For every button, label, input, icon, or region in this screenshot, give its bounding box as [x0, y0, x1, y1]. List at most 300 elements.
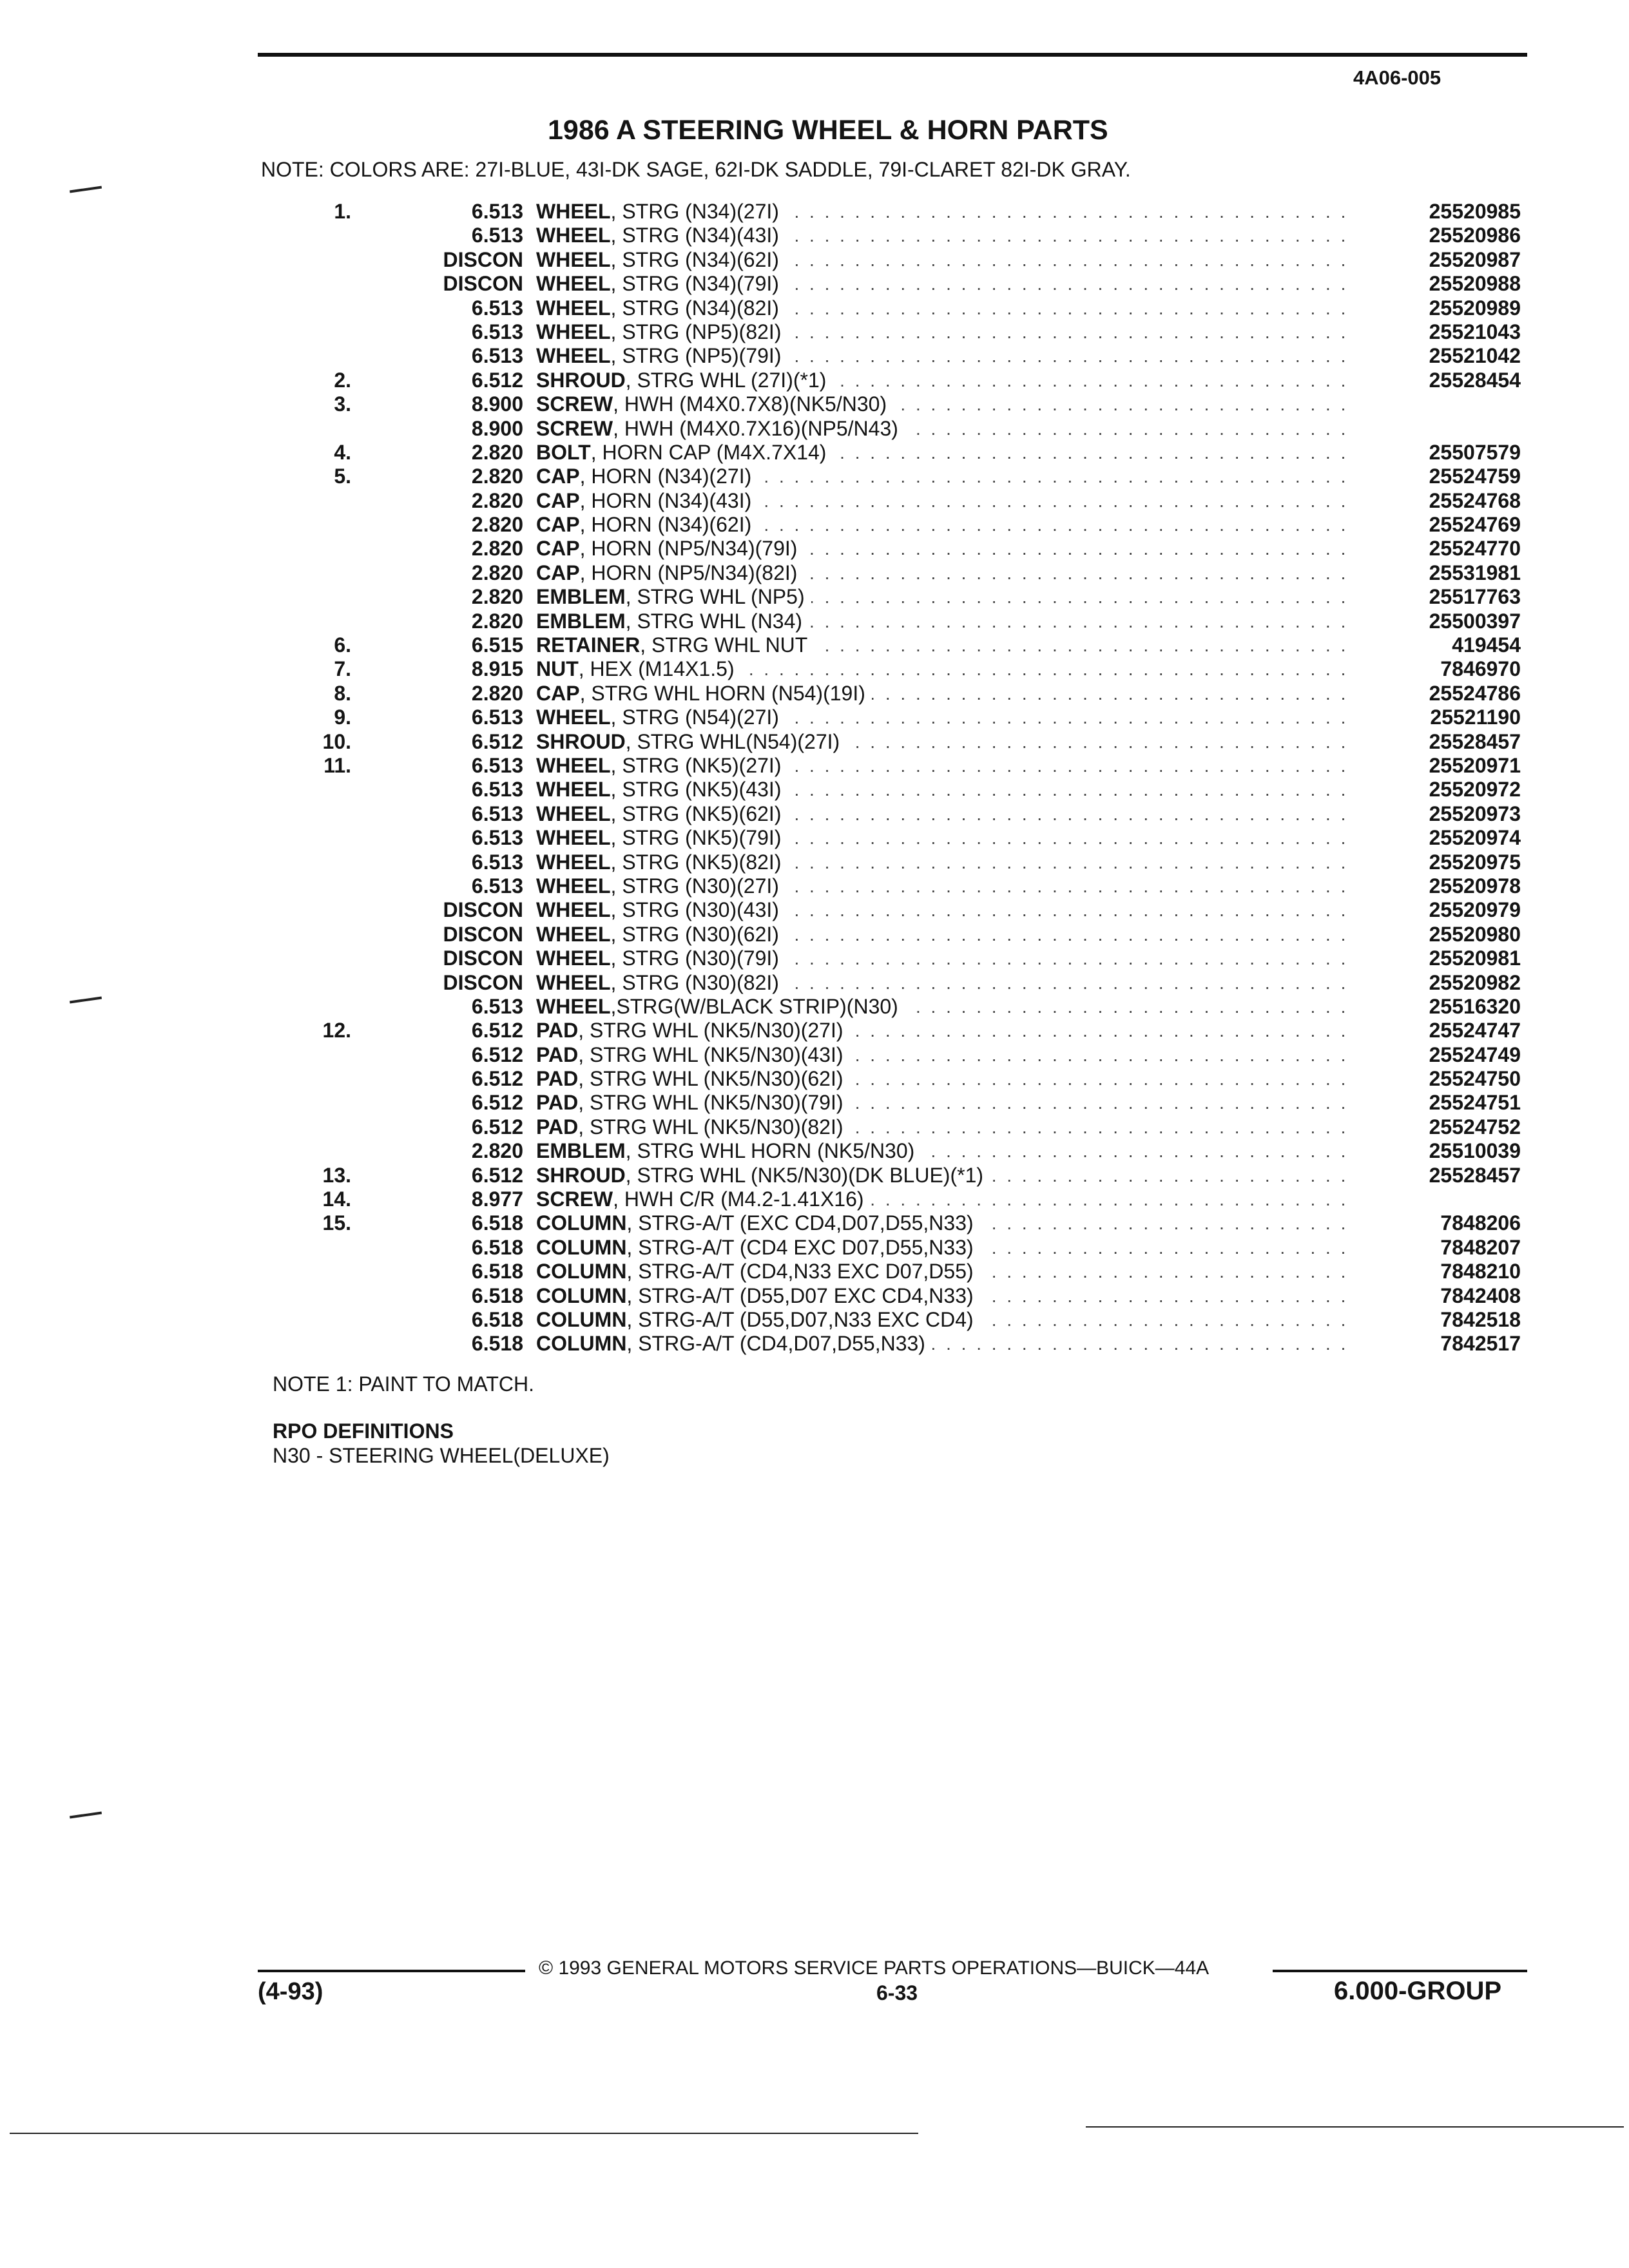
margin-mark [70, 1812, 102, 1819]
part-detail: , STRG (N30)(43I) [610, 898, 779, 922]
part-detail: , STRG WHL (NK5/N30)(79I) [578, 1091, 843, 1115]
part-number: 25521190 [1430, 706, 1521, 729]
group-number: DISCON [443, 970, 523, 994]
part-description [536, 706, 786, 729]
part-description [536, 441, 833, 465]
group-number: 8.977 [471, 1187, 523, 1211]
part-description [536, 200, 786, 224]
part-number: 25500397 [1429, 609, 1521, 633]
ref-number: 11. [323, 753, 351, 777]
part-number: 25520986 [1429, 224, 1521, 247]
ref-number: 12. [322, 1019, 351, 1043]
rpo-heading: RPO DEFINITIONS [273, 1419, 454, 1443]
group-number: 6.513 [471, 224, 523, 247]
group-number: 6.518 [471, 1260, 523, 1283]
part-description [536, 730, 846, 754]
parts-row [303, 417, 1521, 441]
part-name: COLUMN [536, 1260, 627, 1283]
part-name: SCREW [536, 416, 613, 440]
part-description [536, 1187, 871, 1211]
part-detail: , HEX (M14X1.5) [578, 657, 735, 681]
parts-row [303, 682, 1521, 706]
part-name: CAP [536, 488, 580, 512]
parts-row [303, 513, 1521, 537]
group-number: DISCON [443, 947, 523, 970]
part-detail: , STRG (N34)(79I) [610, 272, 779, 296]
group-number: 8.900 [471, 416, 523, 440]
group-number: 6.512 [471, 368, 523, 392]
parts-row [303, 610, 1521, 633]
ref-number: 14. [322, 1187, 351, 1211]
part-number: 7842518 [1440, 1307, 1521, 1331]
part-detail: , STRG WHL (27I)(*1) [625, 368, 827, 392]
part-detail: , STRG-A/T (D55,D07 EXC CD4,N33) [626, 1283, 974, 1307]
parts-row [303, 730, 1521, 754]
part-detail: , STRG WHL (NK5/N30)(62I) [578, 1067, 843, 1091]
part-number: 25520973 [1429, 802, 1521, 825]
part-number: 25520981 [1429, 947, 1521, 970]
part-detail: , STRG (N34)(62I) [610, 247, 779, 271]
parts-row [303, 561, 1521, 585]
part-description [536, 1067, 850, 1091]
ref-number: 5. [334, 465, 351, 488]
part-name: SCREW [536, 392, 613, 416]
part-detail: , STRG (NP5)(82I) [610, 320, 782, 343]
part-number: 25524768 [1429, 488, 1521, 512]
parts-row [303, 1332, 1521, 1356]
part-name: PAD [536, 1067, 579, 1091]
part-description [536, 826, 787, 850]
part-number: 25520978 [1429, 874, 1521, 898]
part-description [536, 1260, 980, 1283]
part-description [536, 898, 786, 922]
group-number: 6.513 [471, 320, 523, 343]
group-number: 6.513 [471, 778, 523, 802]
page-title: 1986 A STEERING WHEEL & HORN PARTS [548, 115, 1108, 146]
parts-row [303, 706, 1521, 729]
parts-row [303, 1284, 1521, 1308]
part-description [536, 344, 787, 368]
part-detail: , STRG-A/T (CD4,D07,D55,N33) [626, 1332, 925, 1356]
parts-row [303, 1115, 1521, 1139]
part-number: 25520975 [1429, 850, 1521, 874]
parts-row [303, 971, 1521, 995]
ref-number: 3. [334, 392, 351, 416]
group-number: 6.513 [471, 850, 523, 874]
part-description [536, 633, 814, 657]
part-detail: , HWH (M4X0.7X16)(NP5/N43) [613, 416, 898, 440]
part-number: 25528457 [1429, 729, 1521, 753]
footer-date: (4-93) [258, 1978, 323, 2005]
part-name: EMBLEM [536, 609, 626, 633]
part-name: WHEEL [536, 898, 611, 922]
part-detail: , STRG WHL NUT [640, 633, 808, 657]
part-name: WHEEL [536, 874, 611, 898]
part-number: 25524759 [1429, 465, 1521, 488]
footer-copyright: © 1993 GENERAL MOTORS SERVICE PARTS OPERATIONS—BUICK—44A [539, 1957, 1210, 1979]
parts-list [303, 200, 1521, 1356]
part-description [536, 1284, 980, 1308]
part-detail: , STRG WHL(N54)(27I) [625, 729, 840, 753]
parts-row [303, 1164, 1521, 1187]
parts-row [303, 1019, 1521, 1043]
part-name: COLUMN [536, 1283, 627, 1307]
parts-row [303, 995, 1521, 1019]
group-number: 2.820 [471, 513, 523, 537]
part-detail: , HWH (M4X0.7X8)(NK5/N30) [613, 392, 887, 416]
parts-row [303, 802, 1521, 826]
part-description [536, 995, 905, 1019]
part-number: 25520989 [1429, 296, 1521, 320]
part-number: 25520972 [1429, 778, 1521, 802]
part-description [536, 513, 758, 537]
parts-row [303, 1236, 1521, 1260]
part-detail: , HORN (N34)(43I) [579, 488, 752, 512]
part-detail: , HORN (NP5/N34)(79I) [579, 537, 798, 561]
part-number: 25520979 [1429, 898, 1521, 922]
part-number: 25520987 [1429, 247, 1521, 271]
part-number: 7842408 [1440, 1283, 1521, 1307]
part-description [536, 1019, 850, 1043]
group-number: 2.820 [471, 488, 523, 512]
part-number: 25520982 [1429, 970, 1521, 994]
part-description [536, 1091, 850, 1115]
group-number: 2.820 [471, 561, 523, 584]
part-detail: , STRG (N34)(27I) [610, 200, 779, 223]
ref-number: 6. [334, 633, 351, 657]
ref-number: 7. [334, 657, 351, 681]
ref-number: 9. [334, 706, 351, 729]
part-name: WHEEL [536, 320, 611, 343]
part-description [536, 778, 787, 802]
part-detail: , STRG (NP5)(79I) [610, 344, 782, 368]
parts-row [303, 585, 1521, 609]
parts-row [303, 465, 1521, 488]
group-number: 2.820 [471, 609, 523, 633]
part-description [536, 585, 811, 609]
part-number: 7848206 [1440, 1211, 1521, 1235]
part-number: 25524751 [1429, 1091, 1521, 1115]
scan-edge-line [10, 2133, 918, 2134]
part-number: 25516320 [1429, 994, 1521, 1018]
parts-row [303, 1043, 1521, 1067]
part-name: SHROUD [536, 368, 626, 392]
part-name: PAD [536, 1019, 579, 1043]
parts-row [303, 537, 1521, 561]
part-description [536, 947, 786, 970]
part-number: 25521043 [1429, 320, 1521, 343]
part-name: WHEEL [536, 753, 611, 777]
part-description [536, 248, 786, 272]
part-detail: , STRG (NK5)(62I) [610, 802, 782, 825]
group-number: DISCON [443, 922, 523, 946]
part-number: 25524752 [1429, 1115, 1521, 1139]
footer-rule-right [1273, 1970, 1527, 1972]
part-detail: ,STRG(W/BLACK STRIP)(N30) [610, 994, 898, 1018]
rpo-definition-n30: N30 - STEERING WHEEL(DELUXE) [273, 1444, 610, 1467]
part-detail: , STRG (N34)(43I) [610, 224, 779, 247]
group-number: 6.513 [471, 802, 523, 825]
part-name: WHEEL [536, 296, 611, 320]
part-name: NUT [536, 657, 579, 681]
part-description [536, 1236, 980, 1260]
part-number: 7848210 [1440, 1260, 1521, 1283]
part-detail: , STRG-A/T (CD4,N33 EXC D07,D55) [626, 1260, 974, 1283]
part-description [536, 465, 758, 488]
ref-number: 15. [322, 1211, 351, 1235]
part-detail: , STRG WHL (NK5/N30)(82I) [578, 1115, 843, 1139]
part-number: 25520988 [1429, 272, 1521, 296]
part-name: CAP [536, 537, 580, 561]
group-number: 6.512 [471, 729, 523, 753]
part-description [536, 802, 787, 826]
part-description [536, 657, 741, 681]
parts-row [303, 392, 1521, 416]
part-description [536, 296, 786, 320]
group-number: DISCON [443, 898, 523, 922]
part-description [536, 537, 804, 561]
parts-row [303, 224, 1521, 247]
part-description [536, 971, 786, 995]
ref-number: 10. [322, 729, 351, 753]
parts-row [303, 1067, 1521, 1091]
part-description [536, 489, 758, 513]
group-number: 6.518 [471, 1211, 523, 1235]
group-number: 2.820 [471, 440, 523, 464]
part-detail: , STRG-A/T (CD4 EXC D07,D55,N33) [626, 1235, 974, 1259]
part-number: 25524749 [1429, 1043, 1521, 1066]
part-detail: , STRG (NK5)(79I) [610, 826, 782, 850]
parts-row [303, 1260, 1521, 1283]
parts-row [303, 754, 1521, 778]
part-detail: , HORN (NP5/N34)(82I) [579, 561, 798, 584]
part-description [536, 1043, 850, 1067]
part-description [536, 610, 809, 633]
group-number: 6.513 [471, 874, 523, 898]
part-name: CAP [536, 513, 580, 537]
part-name: PAD [536, 1091, 579, 1115]
part-detail: , HWH C/R (M4.2-1.41X16) [613, 1187, 864, 1211]
part-name: WHEEL [536, 706, 611, 729]
part-number: 25520971 [1429, 753, 1521, 777]
part-description [536, 1164, 990, 1187]
margin-mark [70, 997, 102, 1004]
part-name: WHEEL [536, 200, 611, 223]
part-detail: , STRG (N30)(79I) [610, 947, 779, 970]
parts-row [303, 778, 1521, 802]
part-number: 25510039 [1429, 1139, 1521, 1163]
part-detail: , STRG WHL (NK5/N30)(27I) [578, 1019, 843, 1043]
parts-row [303, 441, 1521, 465]
part-detail: , STRG (NK5)(82I) [610, 850, 782, 874]
ref-number: 8. [334, 681, 351, 705]
part-number: 25528457 [1429, 1163, 1521, 1187]
part-name: WHEEL [536, 850, 611, 874]
margin-mark [70, 186, 102, 193]
part-number: 7842517 [1440, 1332, 1521, 1356]
part-number: 25531981 [1429, 561, 1521, 584]
group-number: 6.513 [471, 753, 523, 777]
parts-row [303, 200, 1521, 224]
group-number: 2.820 [471, 585, 523, 609]
parts-row [303, 1187, 1521, 1211]
part-description [536, 561, 804, 585]
part-detail: , STRG WHL HORN (NK5/N30) [625, 1139, 915, 1163]
part-description [536, 682, 872, 706]
group-number: 8.915 [471, 657, 523, 681]
part-description [536, 1115, 850, 1139]
footer-rule-left [258, 1970, 525, 1972]
parts-row [303, 657, 1521, 681]
part-number: 25524747 [1429, 1019, 1521, 1043]
part-number: 25524786 [1429, 681, 1521, 705]
part-name: WHEEL [536, 778, 611, 802]
parts-row [303, 1091, 1521, 1115]
part-description [536, 850, 787, 874]
footer-page-number: 6-33 [876, 1981, 918, 2004]
part-name: WHEEL [536, 247, 611, 271]
parts-row [303, 826, 1521, 850]
group-number: DISCON [443, 247, 523, 271]
group-number: 2.820 [471, 681, 523, 705]
part-number: 25521042 [1429, 344, 1521, 368]
parts-row [303, 850, 1521, 874]
group-number: 6.518 [471, 1332, 523, 1356]
group-number: 6.512 [471, 1163, 523, 1187]
part-name: WHEEL [536, 947, 611, 970]
part-name: WHEEL [536, 224, 611, 247]
part-name: COLUMN [536, 1307, 627, 1331]
part-name: CAP [536, 681, 580, 705]
ref-number: 4. [334, 440, 351, 464]
part-description [536, 369, 833, 392]
part-description [536, 874, 786, 898]
part-detail: , STRG (N54)(27I) [610, 706, 779, 729]
part-number: 25507579 [1429, 440, 1521, 464]
part-number: 25517763 [1429, 585, 1521, 609]
part-name: WHEEL [536, 922, 611, 946]
part-number: 25528454 [1429, 368, 1521, 392]
part-name: CAP [536, 465, 580, 488]
part-name: RETAINER [536, 633, 641, 657]
part-number: 25524770 [1429, 537, 1521, 561]
part-name: WHEEL [536, 344, 611, 368]
part-name: COLUMN [536, 1235, 627, 1259]
note-1: NOTE 1: PAINT TO MATCH. [273, 1372, 534, 1396]
part-description [536, 1308, 980, 1332]
part-name: PAD [536, 1115, 579, 1139]
parts-row [303, 923, 1521, 947]
part-description [536, 1211, 980, 1235]
parts-row [303, 633, 1521, 657]
parts-row [303, 272, 1521, 296]
part-description [536, 923, 786, 947]
ref-number: 1. [334, 200, 351, 223]
header-rule [258, 53, 1527, 57]
part-detail: , STRG (NK5)(43I) [610, 778, 782, 802]
part-name: SCREW [536, 1187, 613, 1211]
group-number: 6.515 [471, 633, 523, 657]
part-description [536, 417, 905, 441]
group-number: 6.518 [471, 1307, 523, 1331]
part-name: WHEEL [536, 826, 611, 850]
part-detail: , STRG (NK5)(27I) [610, 753, 782, 777]
part-description [536, 392, 893, 416]
document-code: 4A06-005 [1353, 66, 1441, 89]
part-detail: , HORN CAP (M4X.7X14) [590, 440, 827, 464]
part-description [536, 754, 787, 778]
part-name: PAD [536, 1043, 579, 1066]
part-description [536, 1332, 932, 1356]
part-detail: , HORN (N34)(62I) [579, 513, 752, 537]
part-name: WHEEL [536, 970, 611, 994]
part-name: BOLT [536, 440, 591, 464]
part-description [536, 1139, 921, 1163]
parts-row [303, 296, 1521, 320]
group-number: 6.513 [471, 706, 523, 729]
part-number: 25520974 [1429, 826, 1521, 850]
group-number: 6.518 [471, 1283, 523, 1307]
part-detail: , STRG (N30)(82I) [610, 970, 779, 994]
parts-row [303, 874, 1521, 898]
group-number: DISCON [443, 272, 523, 296]
part-number: 25520985 [1429, 200, 1521, 223]
part-detail: , STRG WHL (N34) [625, 609, 803, 633]
part-name: WHEEL [536, 272, 611, 296]
part-detail: , STRG (N30)(27I) [610, 874, 779, 898]
ref-number: 13. [322, 1163, 351, 1187]
part-detail: , STRG WHL HORN (N54)(19I) [579, 681, 865, 705]
parts-row [303, 898, 1521, 922]
part-name: WHEEL [536, 994, 611, 1018]
part-name: SHROUD [536, 729, 626, 753]
part-number: 25524750 [1429, 1067, 1521, 1091]
part-detail: , STRG-A/T (EXC CD4,D07,D55,N33) [626, 1211, 974, 1235]
part-description [536, 320, 787, 344]
group-number: 6.513 [471, 826, 523, 850]
group-number: 6.512 [471, 1019, 523, 1043]
parts-row [303, 320, 1521, 344]
part-detail: , STRG WHL (NK5/N30)(43I) [578, 1043, 843, 1066]
group-number: 6.512 [471, 1091, 523, 1115]
part-detail: , STRG WHL (NK5/N30)(DK BLUE)(*1) [625, 1163, 984, 1187]
part-detail: , STRG (N34)(82I) [610, 296, 779, 320]
part-name: COLUMN [536, 1211, 627, 1235]
group-number: 6.513 [471, 296, 523, 320]
part-detail: , HORN (N34)(27I) [579, 465, 752, 488]
parts-row [303, 1211, 1521, 1235]
group-number: 2.820 [471, 1139, 523, 1163]
scan-edge-line [1086, 2126, 1624, 2128]
part-name: SHROUD [536, 1163, 626, 1187]
group-number: 6.513 [471, 200, 523, 223]
part-number: 7846970 [1440, 657, 1521, 681]
part-description [536, 224, 786, 247]
group-number: 2.820 [471, 465, 523, 488]
parts-row [303, 947, 1521, 970]
parts-row [303, 489, 1521, 513]
part-name: CAP [536, 561, 580, 584]
footer-group: 6.000-GROUP [1334, 1977, 1502, 2005]
part-number: 419454 [1452, 633, 1521, 657]
part-number: 25520980 [1429, 922, 1521, 946]
part-detail: , STRG-A/T (D55,D07,N33 EXC CD4) [626, 1307, 974, 1331]
group-number: 6.512 [471, 1115, 523, 1139]
parts-row [303, 248, 1521, 272]
group-number: 6.513 [471, 344, 523, 368]
part-name: WHEEL [536, 802, 611, 825]
part-number: 25524769 [1429, 513, 1521, 537]
